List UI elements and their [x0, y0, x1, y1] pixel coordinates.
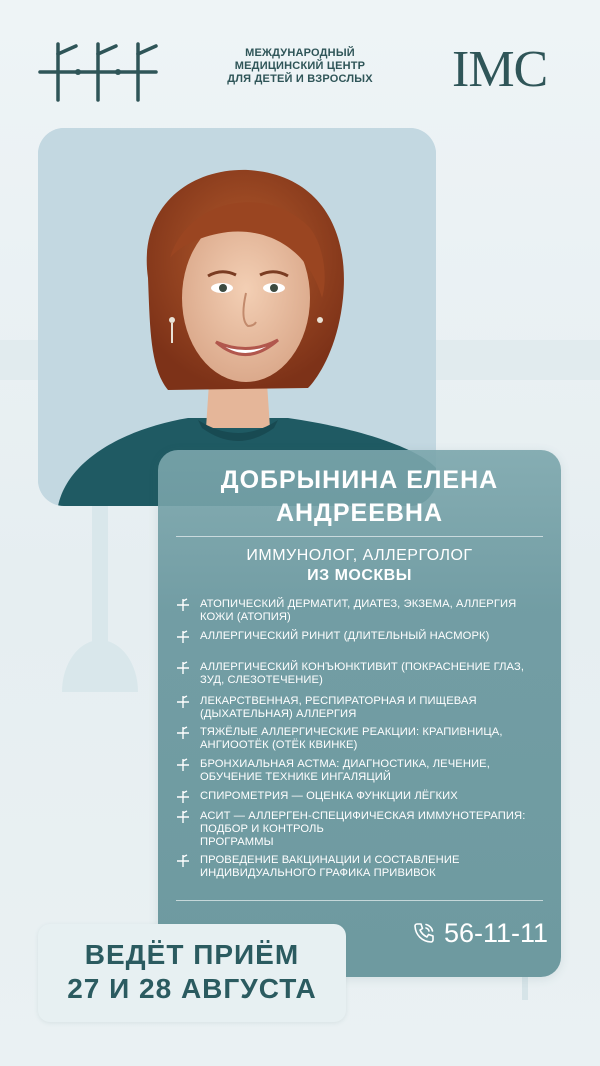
service-text: АЛЛЕРГИЧЕСКИЙ КОНЪЮНКТИВИТ (ПОКРАСНЕНИЕ ГЛАЗ, ЗУД, СЛЕЗОТЕЧЕНИЕ) — [200, 661, 525, 686]
center-name-line: ДЛЯ ДЕТЕЙ И ВЗРОСЛЫХ — [227, 73, 373, 85]
phone-number: 56-11-11 — [444, 918, 549, 948]
divider — [176, 900, 543, 901]
plus-cross-icon — [176, 661, 190, 675]
service-text: ЛЕКАРСТВЕННАЯ, РЕСПИРАТОРНАЯ И ПИЩЕВАЯ (ДЫХАТЕЛЬНАЯ) АЛЛЕРГИЯ — [200, 695, 477, 720]
plus-cross-icon — [176, 790, 190, 804]
service-text: СПИРОМЕТРИЯ — ОЦЕНКА ФУНКЦИИ ЛЁГКИХ — [200, 790, 458, 802]
plus-cross-icon — [176, 810, 190, 824]
appointment-line: 27 И 28 АВГУСТА — [67, 973, 317, 1004]
plus-cross-icon — [176, 598, 190, 612]
plus-cross-icon — [176, 630, 190, 644]
background-cross-stem — [92, 500, 108, 650]
doctor-info-card — [158, 450, 561, 977]
service-text: АСИТ — АЛЛЕРГЕН-СПЕЦИФИЧЕСКАЯ ИММУНОТЕРАПИЯ: ПОДБОР И КОНТРОЛЬ ПРОГРАММЫ — [200, 810, 526, 848]
doctor-name — [158, 464, 561, 530]
divider — [176, 536, 543, 537]
triple-cross-emblem-icon — [38, 40, 158, 104]
plus-cross-icon — [176, 854, 190, 868]
specialty-text: ИММУНОЛОГ, АЛЛЕРГОЛОГ — [246, 547, 473, 564]
plus-cross-icon — [176, 758, 190, 772]
service-text: ПРОВЕДЕНИЕ ВАКЦИНАЦИИ И СОСТАВЛЕНИЕ ИНДИВИДУАЛЬНОГО ГРАФИКА ПРИВИВОК — [200, 854, 460, 879]
plus-cross-icon — [176, 726, 190, 740]
appointment-line: ВЕДЁТ ПРИЁМ — [84, 939, 300, 970]
plus-cross-icon — [176, 695, 190, 709]
service-text: ТЯЖЁЛЫЕ АЛЛЕРГИЧЕСКИЕ РЕАКЦИИ: КРАПИВНИЦА, АНГИООТЁК (ОТЁК КВИНКЕ) — [200, 726, 503, 751]
appointment-dates — [38, 924, 346, 1022]
center-name — [210, 47, 390, 86]
doctor-name-line: ДОБРЫНИНА ЕЛЕНА — [220, 466, 499, 494]
service-text: АТОПИЧЕСКИЙ ДЕРМАТИТ, ДИАТЕЗ, ЭКЗЕМА, АЛЛЕРГИЯ КОЖИ (АТОПИЯ) — [200, 598, 517, 623]
doctor-name-line: АНДРЕЕВНА — [275, 499, 444, 527]
doctor-specialty — [158, 546, 561, 586]
service-text: БРОНХИАЛЬНАЯ АСТМА: ДИАГНОСТИКА, ЛЕЧЕНИЕ, ОБУЧЕНИЕ ТЕХНИКЕ ИНГАЛЯЦИЙ — [200, 758, 490, 783]
phone-ringing-icon — [412, 921, 436, 945]
center-name-line: МЕДИЦИНСКИЙ ЦЕНТР — [234, 60, 366, 72]
center-name-line: МЕЖДУНАРОДНЫЙ — [245, 47, 355, 59]
background-cross-foot — [62, 640, 138, 692]
service-text: АЛЛЕРГИЧЕСКИЙ РИНИТ (ДЛИТЕЛЬНЫЙ НАСМОРК) — [200, 630, 490, 642]
imc-logo: IMC — [452, 41, 548, 98]
doctor-origin: ИЗ МОСКВЫ — [307, 567, 412, 584]
